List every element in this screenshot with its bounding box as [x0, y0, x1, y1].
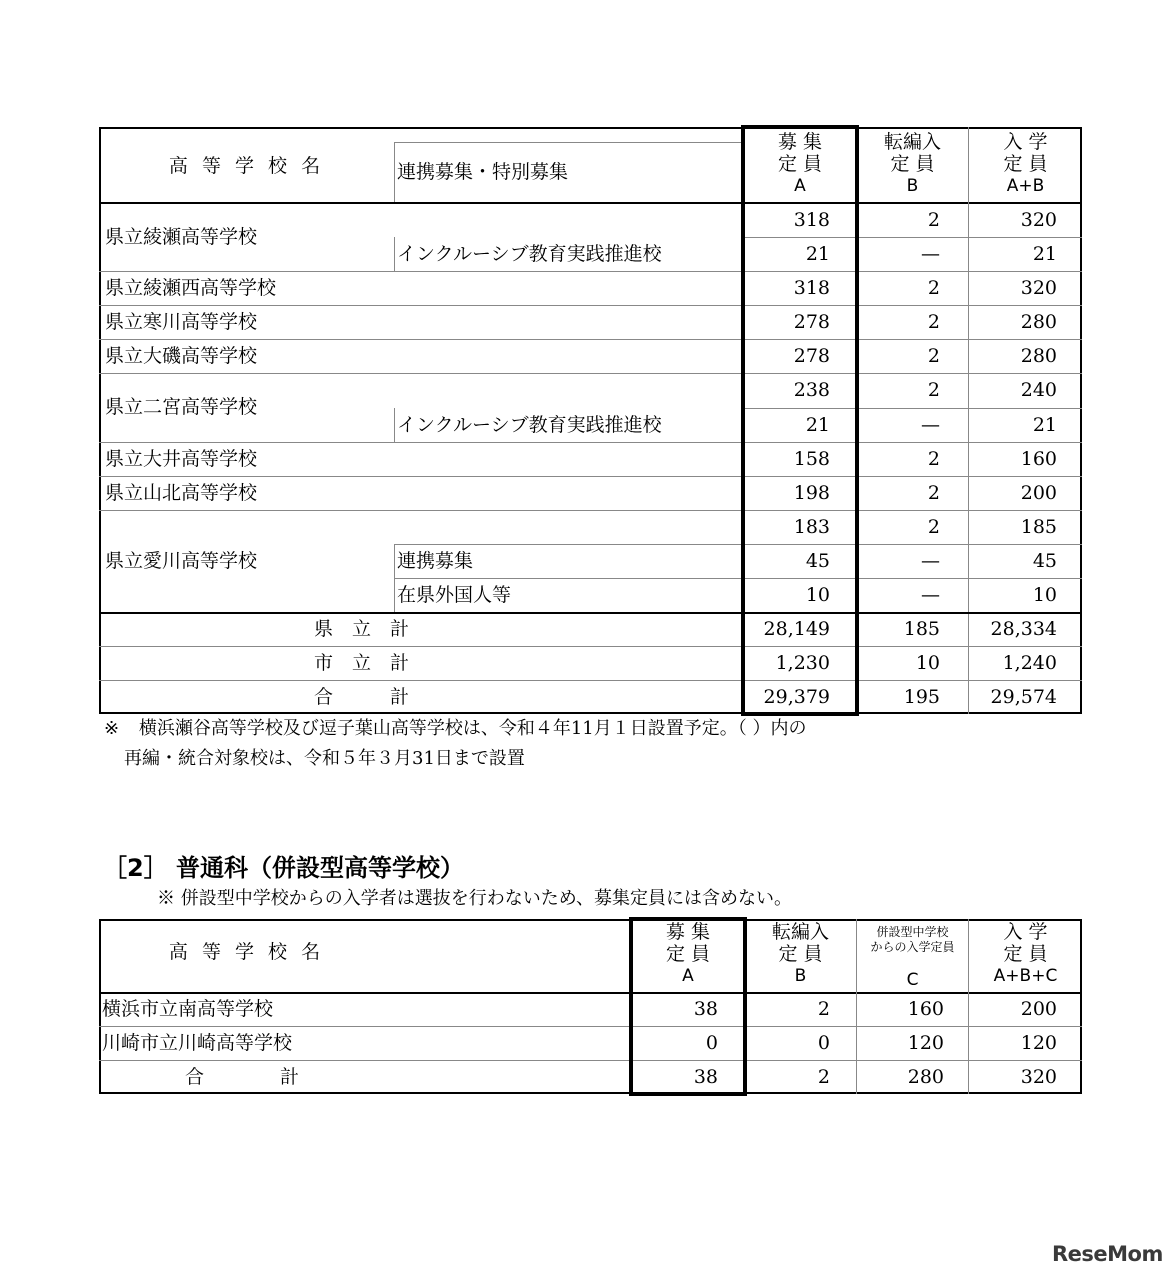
header-col-a-line3: A: [794, 176, 806, 196]
special-label: 連携募集: [397, 550, 474, 572]
value-b: 2: [927, 209, 940, 231]
value-b: 2: [817, 998, 830, 1020]
value-b: 0: [817, 1032, 830, 1054]
value-c: 280: [1020, 345, 1057, 367]
value-c: 320: [1020, 277, 1057, 299]
value-b: 2: [927, 448, 940, 470]
value-a: 38: [693, 998, 718, 1020]
header-col-b: [745, 921, 856, 987]
value-a: 198: [793, 482, 830, 504]
value-b: —: [921, 414, 940, 436]
header-col-c: [857, 925, 968, 991]
value-b: 2: [927, 311, 940, 333]
total-value-a: 29,379: [763, 686, 830, 708]
value-a: 10: [805, 584, 830, 606]
value-a: 0: [705, 1032, 718, 1054]
header-col-a-line1: 募 集: [665, 921, 711, 943]
value-c: 320: [1020, 209, 1057, 231]
footnote-line2: 再編・統合対象校は、令和５年３月31日まで設置: [124, 748, 525, 769]
school-name: 県立寒川高等学校: [105, 311, 258, 333]
value-b: 2: [927, 277, 940, 299]
divider: [394, 142, 395, 202]
school-name: 横浜市立南高等学校: [102, 998, 274, 1020]
value-c: 240: [1020, 379, 1057, 401]
header-col-c-line1: 併設型中学校: [876, 925, 949, 939]
footnote-line1: 横浜瀬谷高等学校及び逗子葉山高等学校は、令和４年11月１日設置予定。（ ）内の: [138, 718, 807, 739]
value-c: 160: [1020, 448, 1057, 470]
total-value-c: 28,334: [990, 618, 1057, 640]
header-col-b: [857, 131, 968, 197]
school-name: 県立綾瀬西高等学校: [105, 277, 277, 299]
section-note: ※ 併設型中学校からの入学者は選抜を行わないため、募集定員には含めない。: [157, 888, 792, 909]
header-col-c-line2: 定 員: [1003, 153, 1048, 175]
value-c: 200: [1020, 482, 1057, 504]
value-b: 2: [927, 482, 940, 504]
header-col-b-line3: B: [906, 176, 919, 196]
value-c: 280: [1020, 311, 1057, 333]
total-value-a: 28,149: [763, 618, 830, 640]
value-a: 158: [793, 448, 830, 470]
value-a: 278: [793, 345, 830, 367]
total-value-a: 1,230: [775, 652, 830, 674]
divider: [394, 142, 744, 143]
header-col-b-line2: 定 員: [778, 943, 823, 965]
footnote: [104, 714, 806, 744]
footnote-mark: ※: [104, 718, 120, 739]
value-a: 45: [805, 550, 830, 572]
total-value-b: 185: [903, 618, 940, 640]
total-label: 県 立 計: [314, 618, 410, 640]
header-col-c-line3: A+B: [1006, 176, 1045, 196]
total-label: 合 計: [185, 1066, 300, 1088]
value-c: 120: [907, 1032, 944, 1054]
header-col-c: [969, 131, 1082, 197]
value-c: 185: [1020, 516, 1057, 538]
header-col-b-line1: 転編入: [883, 131, 941, 153]
section-title: ［2］ 普通科（併設型高等学校）: [103, 854, 465, 882]
annexed-school-table: [99, 919, 1082, 1094]
total-label: 合 計: [314, 686, 410, 708]
header-col-b-line3: B: [794, 966, 807, 986]
total-value-b: 195: [903, 686, 940, 708]
total-value-c: 29,574: [990, 686, 1057, 708]
value-d: 320: [1020, 1066, 1057, 1088]
school-name: 県立山北高等学校: [105, 482, 258, 504]
value-c: 21: [1032, 243, 1057, 265]
value-a: 38: [693, 1066, 718, 1088]
header-col-b-line1: 転編入: [771, 921, 829, 943]
value-b: —: [921, 243, 940, 265]
value-c: 45: [1032, 550, 1057, 572]
school-name: 県立大井高等学校: [105, 448, 258, 470]
recruitment-table: [99, 127, 1082, 714]
total-value-b: 10: [915, 652, 940, 674]
value-d: 200: [1020, 998, 1057, 1020]
special-label: インクルーシブ教育実践推進校: [397, 243, 662, 265]
header-col-a-line1: 募 集: [777, 131, 823, 153]
school-name: 県立二宮高等学校: [105, 396, 258, 418]
school-name: 県立綾瀬高等学校: [105, 226, 258, 248]
value-a: 278: [793, 311, 830, 333]
resemom-logo: ReseMom: [1052, 1242, 1163, 1266]
header-col-c-line2: からの入学定員: [870, 940, 955, 954]
value-a: 238: [793, 379, 830, 401]
header-col-a: [744, 131, 856, 197]
header-col-b-line2: 定 員: [890, 153, 935, 175]
header-school-name: 高 等 学 校 名: [168, 941, 325, 963]
header-col-d-line2: 定 員: [1003, 943, 1048, 965]
header-col-d: [969, 921, 1082, 987]
header-col-a-line3: A: [682, 966, 694, 986]
value-a: 21: [805, 243, 830, 265]
value-d: 120: [1020, 1032, 1057, 1054]
divider: [394, 408, 395, 442]
value-b: —: [921, 584, 940, 606]
total-value-c: 1,240: [1002, 652, 1057, 674]
header-col-d-line1: 入 学: [1003, 921, 1048, 943]
value-a: 318: [793, 277, 830, 299]
header-col-d-line3: A+B+C: [993, 966, 1058, 986]
header-col-c-line1: 入 学: [1003, 131, 1048, 153]
value-c: 21: [1032, 414, 1057, 436]
header-special: 連携募集・特別募集: [397, 161, 569, 183]
value-c: 280: [907, 1066, 944, 1088]
school-name: 県立愛川高等学校: [105, 550, 258, 572]
value-b: 2: [927, 345, 940, 367]
value-c: 10: [1032, 584, 1057, 606]
value-b: 2: [817, 1066, 830, 1088]
header-school-name: 高 等 学 校 名: [168, 155, 325, 177]
school-name: 川崎市立川崎高等学校: [102, 1032, 293, 1054]
total-label: 市 立 計: [314, 652, 410, 674]
value-a: 183: [793, 516, 830, 538]
value-a: 21: [805, 414, 830, 436]
header-col-a: [632, 921, 744, 987]
special-label: インクルーシブ教育実践推進校: [397, 414, 662, 436]
header-col-c-line3: C: [906, 970, 919, 990]
value-b: —: [921, 550, 940, 572]
divider: [394, 237, 395, 271]
header-col-a-line2: 定 員: [665, 943, 711, 965]
school-name: 県立大磯高等学校: [105, 345, 258, 367]
value-a: 318: [793, 209, 830, 231]
special-label: 在県外国人等: [397, 584, 512, 606]
value-b: 2: [927, 516, 940, 538]
value-b: 2: [927, 379, 940, 401]
value-c: 160: [907, 998, 944, 1020]
header-col-a-line2: 定 員: [777, 153, 823, 175]
